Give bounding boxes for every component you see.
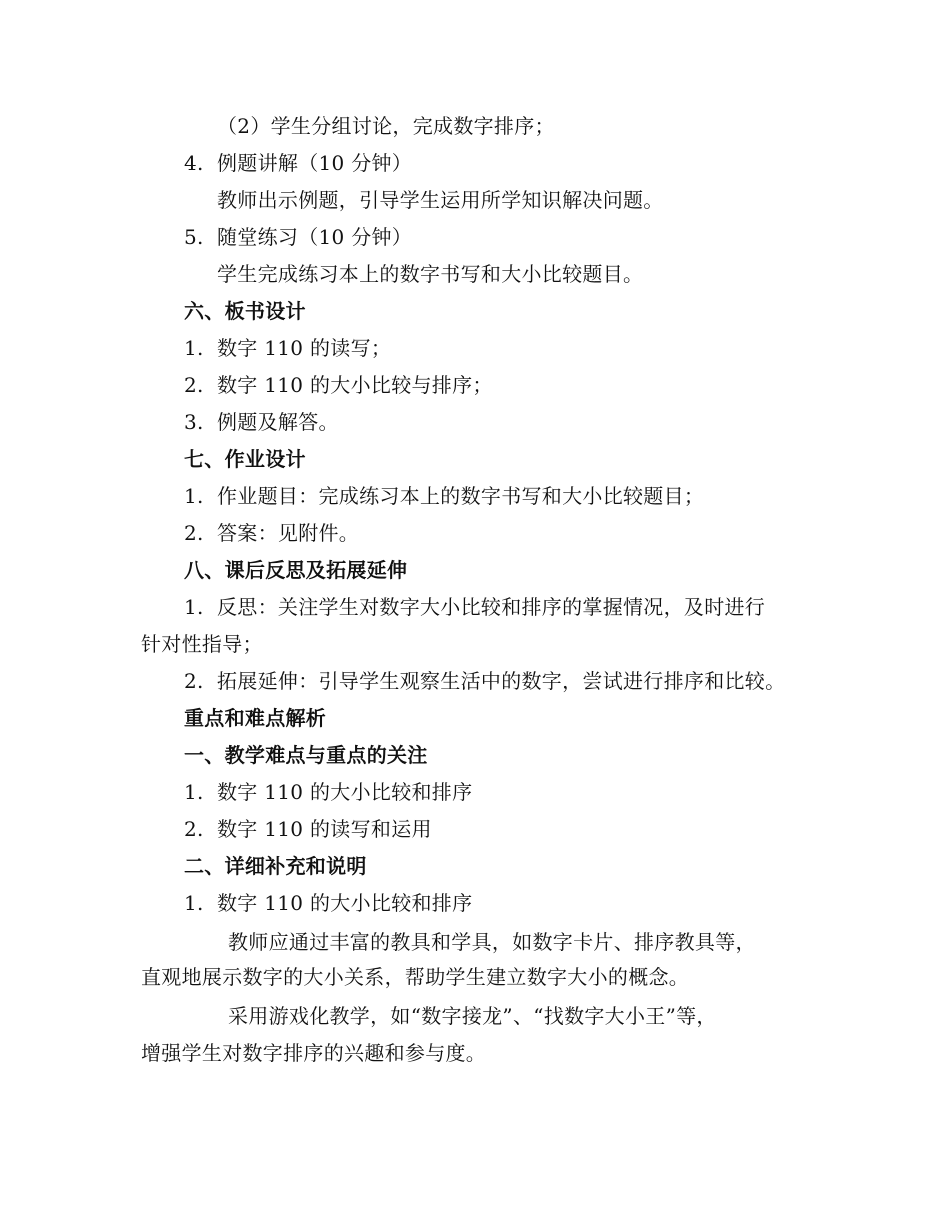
line-text: 采用游戏化教学，如“数字接龙”、“找数字大小王”等， xyxy=(228,1004,717,1028)
item-text: 答案：见附件。 xyxy=(217,521,360,545)
numbered-item xyxy=(184,224,412,250)
item-number: 2. xyxy=(184,521,204,545)
item-number: 5. xyxy=(184,225,204,249)
item-number: 1. xyxy=(184,336,204,360)
numbered-item xyxy=(184,150,412,176)
item-text: 数字 110 的大小比较和排序 xyxy=(217,780,473,804)
numbered-item xyxy=(184,335,391,361)
section-heading xyxy=(184,557,407,583)
heading-text: 二、详细补充和说明 xyxy=(184,854,367,878)
heading-text: 六、板书设计 xyxy=(184,299,306,323)
numbered-item xyxy=(184,520,359,546)
paragraph-line xyxy=(228,1003,717,1029)
section-heading xyxy=(184,853,367,879)
heading-text: 八、课后反思及拓展延伸 xyxy=(184,558,408,582)
paragraph-line xyxy=(141,964,689,990)
numbered-item xyxy=(184,668,785,694)
numbered-item xyxy=(184,779,472,805)
item-text: 数字 110 的大小比较和排序 xyxy=(217,891,473,915)
numbered-item xyxy=(184,594,765,620)
item-number: 2. xyxy=(184,817,204,841)
section-heading xyxy=(184,298,306,324)
item-number: 1. xyxy=(184,484,204,508)
paragraph-line xyxy=(141,631,263,657)
paragraph-line xyxy=(217,187,664,213)
item-text: 数字 110 的读写和运用 xyxy=(217,817,432,841)
line-text: （2）学生分组讨论，完成数字排序； xyxy=(217,114,555,138)
numbered-item xyxy=(184,409,339,435)
paragraph-line xyxy=(228,929,756,955)
item-number: 3. xyxy=(184,410,204,434)
numbered-item xyxy=(184,372,493,398)
item-text: 作业题目：完成练习本上的数字书写和大小比较题目； xyxy=(217,484,705,508)
line-text: 教师应通过丰富的教具和学具，如数字卡片、排序教具等， xyxy=(228,930,756,954)
section-heading xyxy=(184,705,326,731)
heading-text: 七、作业设计 xyxy=(184,447,306,471)
item-text: 拓展延伸：引导学生观察生活中的数字，尝试进行排序和比较。 xyxy=(217,669,786,693)
numbered-item xyxy=(184,816,432,842)
line-text: 教师出示例题，引导学生运用所学知识解决问题。 xyxy=(217,188,664,212)
item-text: 数字 110 的大小比较与排序； xyxy=(217,373,493,397)
item-text: 数字 110 的读写； xyxy=(217,336,392,360)
numbered-item xyxy=(184,890,472,916)
line-text: 学生完成练习本上的数字书写和大小比较题目。 xyxy=(217,262,644,286)
paragraph-line xyxy=(217,261,643,287)
section-heading xyxy=(184,742,428,768)
paragraph-line xyxy=(141,1040,486,1066)
item-text: 例题及解答。 xyxy=(217,410,339,434)
heading-text: 一、教学难点与重点的关注 xyxy=(184,743,428,767)
paragraph-line xyxy=(217,113,555,139)
item-number: 1. xyxy=(184,891,204,915)
line-text: 增强学生对数字排序的兴趣和参与度。 xyxy=(141,1041,487,1065)
item-text: 反思：关注学生对数字大小比较和排序的掌握情况，及时进行 xyxy=(217,595,766,619)
item-number: 1. xyxy=(184,595,204,619)
item-number: 1. xyxy=(184,780,204,804)
numbered-item xyxy=(184,483,704,509)
item-number: 2. xyxy=(184,373,204,397)
item-number: 4. xyxy=(184,151,204,175)
item-text: 随堂练习（10 分钟） xyxy=(217,225,413,249)
item-number: 2. xyxy=(184,669,204,693)
item-text: 例题讲解（10 分钟） xyxy=(217,151,413,175)
line-text: 针对性指导； xyxy=(141,632,263,656)
heading-text: 重点和难点解析 xyxy=(184,706,327,730)
line-text: 直观地展示数字的大小关系，帮助学生建立数字大小的概念。 xyxy=(141,965,690,989)
section-heading xyxy=(184,446,306,472)
